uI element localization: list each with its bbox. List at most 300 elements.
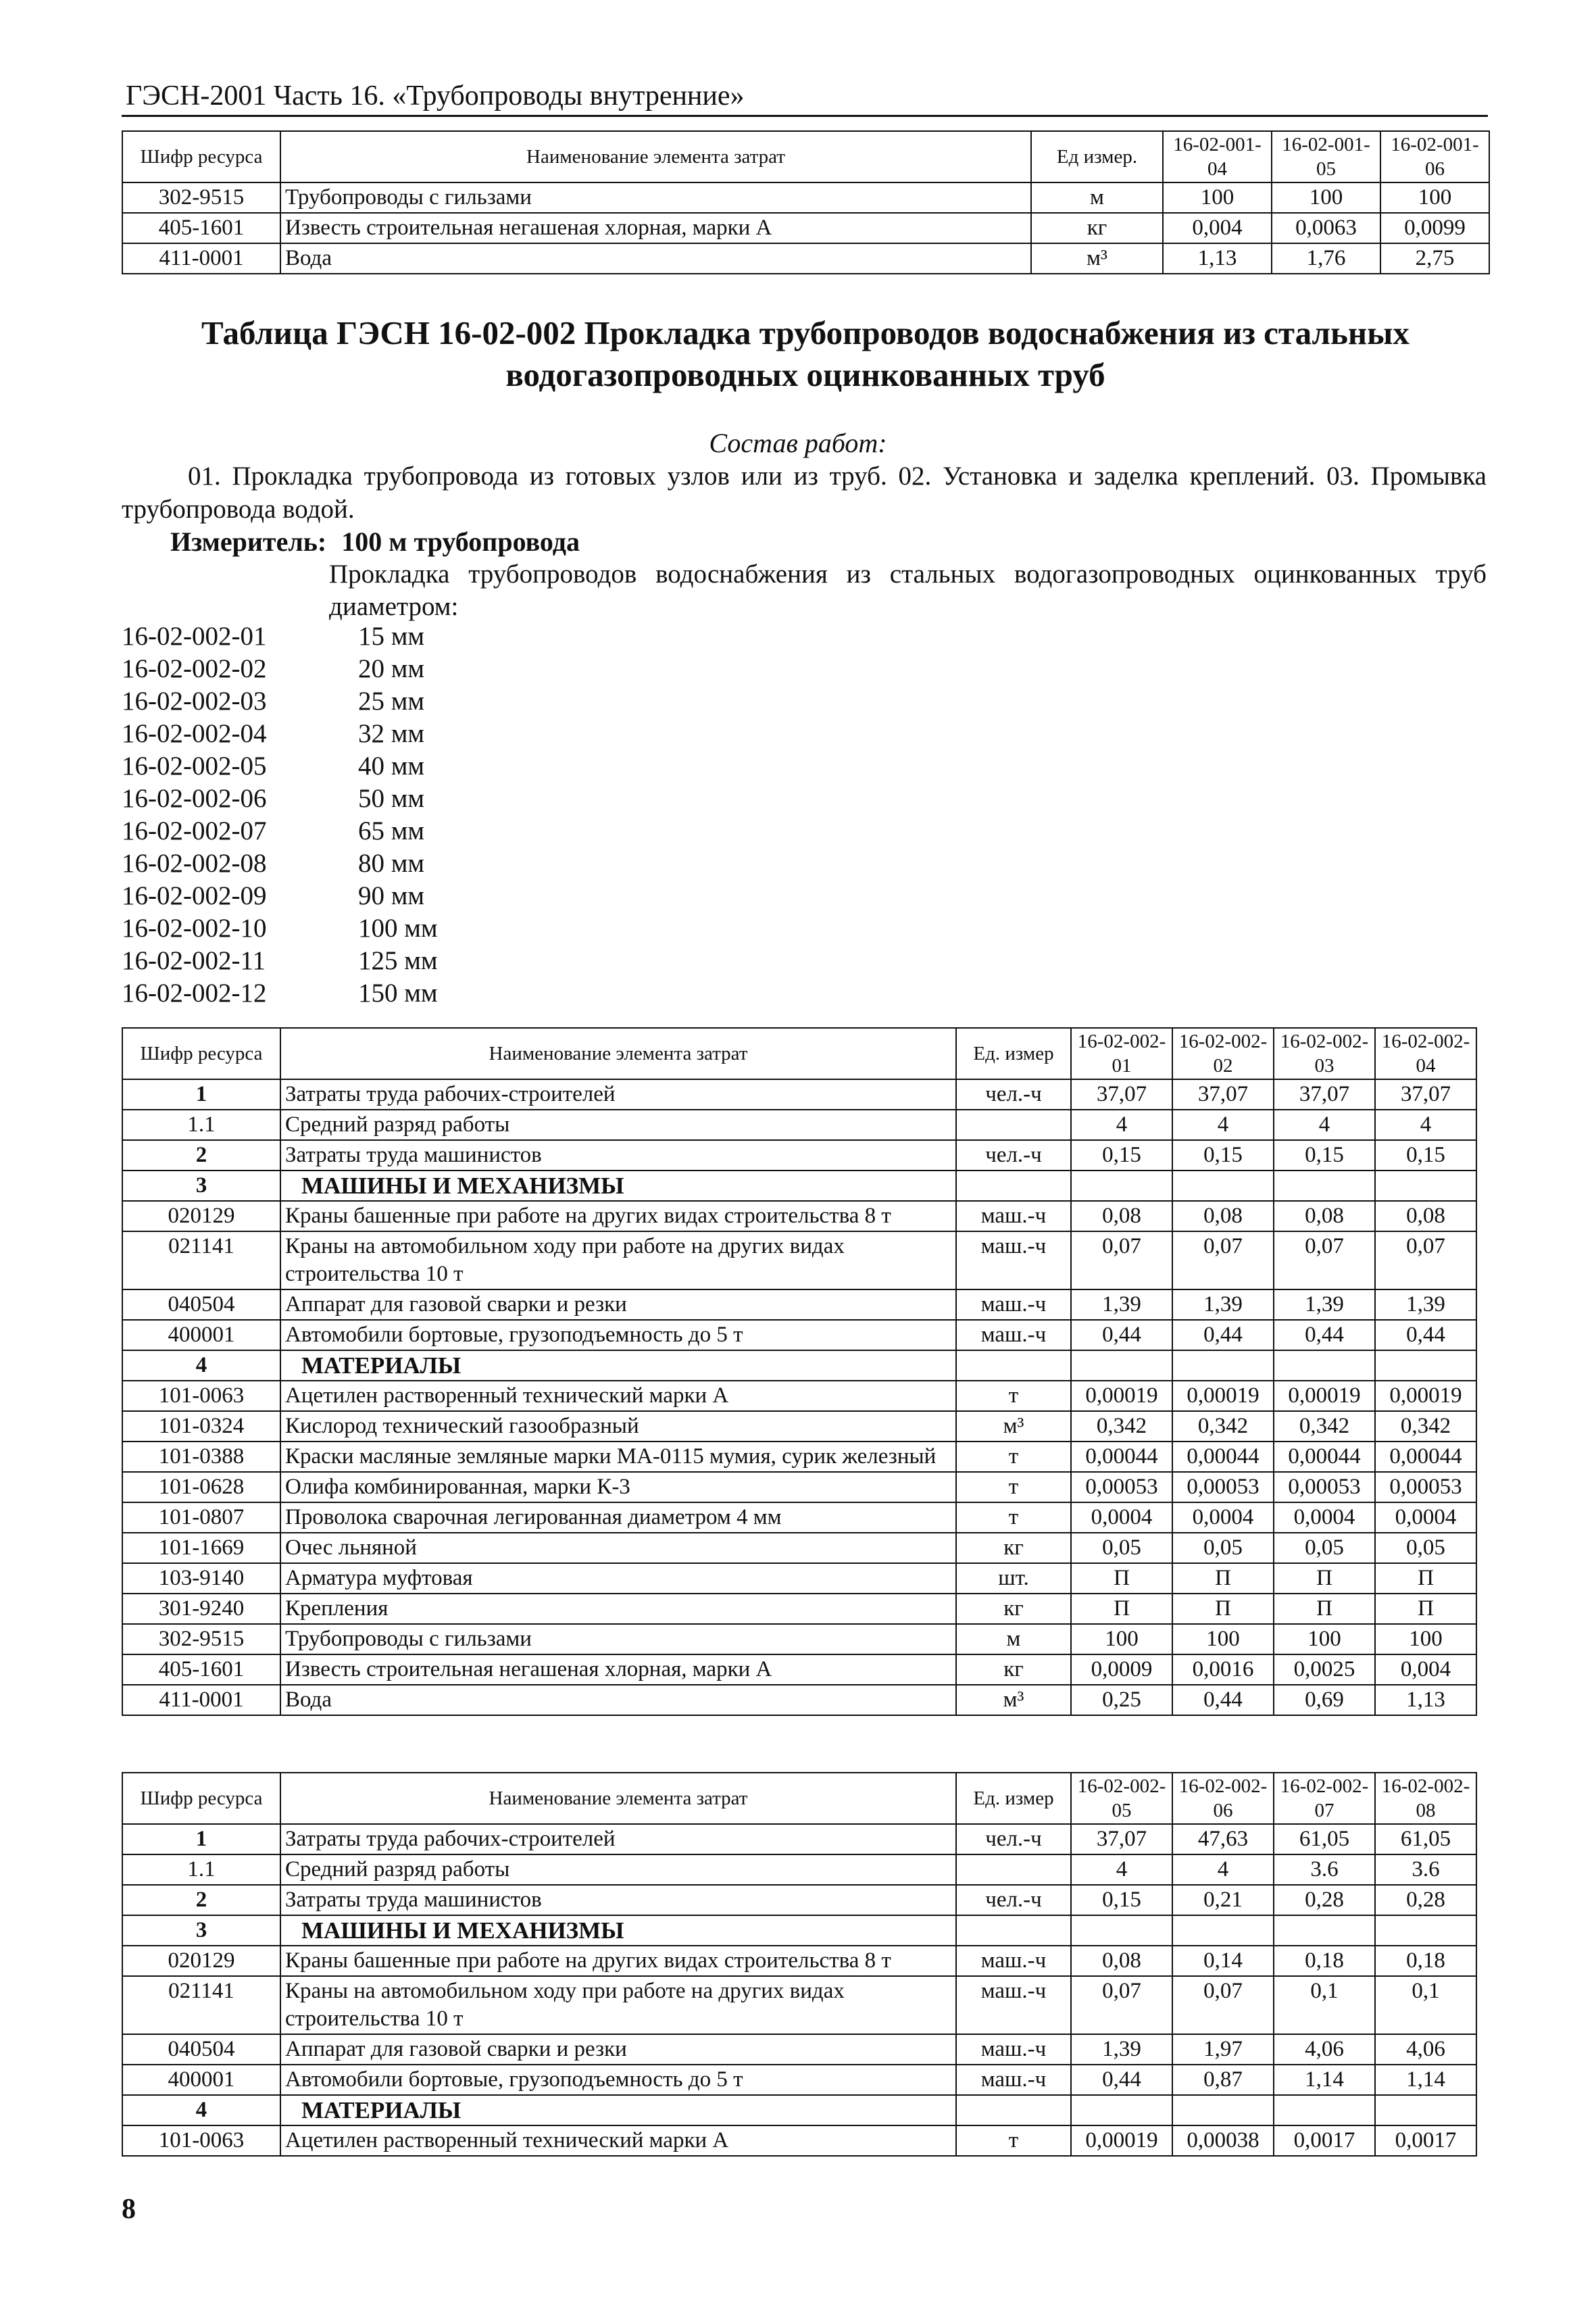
diameter-code: 16-02-002-09 xyxy=(122,881,267,910)
row-code: 101-0388 xyxy=(122,1442,280,1472)
row-unit: маш.-ч xyxy=(956,1320,1071,1350)
header-code: Шифр ресурса xyxy=(122,1773,280,1824)
diameter-row xyxy=(122,847,438,880)
row-unit: маш.-ч xyxy=(956,2065,1071,2095)
row-value: 37,07 xyxy=(1172,1079,1274,1110)
table-row xyxy=(122,1381,1476,1411)
empty-cell xyxy=(1172,2095,1274,2125)
row-value: 0,05 xyxy=(1071,1533,1172,1563)
row-value: 0,15 xyxy=(1071,1140,1172,1171)
row-value: 100 xyxy=(1274,1624,1375,1654)
row-unit: кг xyxy=(1031,213,1163,243)
row-value: 0,004 xyxy=(1163,213,1272,243)
diameter-size: 15 мм xyxy=(358,622,425,651)
row-value: 0,05 xyxy=(1274,1533,1375,1563)
page-number: 8 xyxy=(122,2194,136,2225)
header-norm-code: 16-02-002-02 xyxy=(1172,1028,1274,1079)
section-row xyxy=(122,1350,1476,1381)
row-name: Олифа комбинированная, марки К-3 xyxy=(280,1472,956,1502)
row-name: Вода xyxy=(280,243,1031,274)
empty-cell xyxy=(956,1350,1071,1381)
table-row xyxy=(122,1854,1476,1885)
row-unit: чел.-ч xyxy=(956,1079,1071,1110)
row-code: 302-9515 xyxy=(122,182,280,213)
resource-table-b xyxy=(122,1772,1477,2157)
row-value: 0,87 xyxy=(1172,2065,1274,2095)
diameter-size: 20 мм xyxy=(358,654,425,683)
row-code: 4 xyxy=(122,2095,280,2125)
table-row xyxy=(122,1442,1476,1472)
row-name: Арматура муфтовая xyxy=(280,1563,956,1594)
table-row xyxy=(122,1594,1476,1624)
row-unit: т xyxy=(956,1502,1071,1533)
row-value: 0,08 xyxy=(1071,1946,1172,1976)
diameter-code: 16-02-002-07 xyxy=(122,816,267,845)
diameter-code: 16-02-002-04 xyxy=(122,719,267,748)
table-row xyxy=(122,1685,1476,1715)
table-row xyxy=(122,213,1489,243)
empty-cell xyxy=(1071,1915,1172,1946)
row-value: 100 xyxy=(1375,1624,1476,1654)
composition-text: 01. Прокладка трубопровода из готовых узлов или из труб. 02. Установка и заделка креплений. 03. Промывка трубопровода водой. xyxy=(122,462,1487,524)
row-value: 0,15 xyxy=(1274,1140,1375,1171)
row-value: 37,07 xyxy=(1071,1079,1172,1110)
diameter-code: 16-02-002-02 xyxy=(122,654,267,683)
row-value: 0,14 xyxy=(1172,1946,1274,1976)
section-row xyxy=(122,1915,1476,1946)
row-value: 0,28 xyxy=(1274,1885,1375,1915)
row-unit: м³ xyxy=(1031,243,1163,274)
row-value: 1,97 xyxy=(1172,2034,1274,2065)
row-name: Краны башенные при работе на других видах строительства 8 т xyxy=(280,1201,956,1231)
row-value: 0,00053 xyxy=(1071,1472,1172,1502)
header-norm-code: 16-02-002-08 xyxy=(1375,1773,1476,1824)
row-name: Кислород технический газообразный xyxy=(280,1411,956,1442)
row-code: 4 xyxy=(122,1350,280,1381)
row-value: 0,342 xyxy=(1375,1411,1476,1442)
header-norm-code: 16-02-002-07 xyxy=(1274,1773,1375,1824)
row-name: Известь строительная негашеная хлорная, марки А xyxy=(280,213,1031,243)
row-unit: маш.-ч xyxy=(956,1289,1071,1320)
row-unit: маш.-ч xyxy=(956,1201,1071,1231)
row-unit: т xyxy=(956,2125,1071,2156)
row-code: 2 xyxy=(122,1140,280,1171)
row-value: 0,0016 xyxy=(1172,1654,1274,1685)
row-value: 4 xyxy=(1375,1110,1476,1140)
diameter-size: 65 мм xyxy=(358,816,425,845)
row-value: П xyxy=(1274,1594,1375,1624)
row-value: 0,44 xyxy=(1375,1320,1476,1350)
row-value: 0,00044 xyxy=(1071,1442,1172,1472)
row-value: 0,00044 xyxy=(1172,1442,1274,1472)
row-value: 0,07 xyxy=(1071,1976,1172,2034)
empty-cell xyxy=(1274,1171,1375,1201)
header-norm-code: 16-02-002-01 xyxy=(1071,1028,1172,1079)
row-code: 3 xyxy=(122,1915,280,1946)
table-row xyxy=(122,2065,1476,2095)
row-value: 3.6 xyxy=(1274,1854,1375,1885)
diameter-row xyxy=(122,912,438,945)
row-code: 040504 xyxy=(122,2034,280,2065)
row-unit xyxy=(956,1854,1071,1885)
row-value: П xyxy=(1071,1594,1172,1624)
table-row xyxy=(122,1079,1476,1110)
table-row xyxy=(122,182,1489,213)
header-code: Шифр ресурса xyxy=(122,1028,280,1079)
row-name: Крепления xyxy=(280,1594,956,1624)
row-value: 0,0004 xyxy=(1274,1502,1375,1533)
table-row xyxy=(122,1289,1476,1320)
row-value: 0,69 xyxy=(1274,1685,1375,1715)
row-value: 0,342 xyxy=(1172,1411,1274,1442)
row-value: 1,13 xyxy=(1375,1685,1476,1715)
diameter-code: 16-02-002-10 xyxy=(122,914,267,943)
row-value: 47,63 xyxy=(1172,1824,1274,1854)
table-row xyxy=(122,1885,1476,1915)
row-value: 0,00053 xyxy=(1172,1472,1274,1502)
row-name: Краны на автомобильном ходу при работе на других видах строительства 10 т xyxy=(280,1231,956,1289)
row-code: 1.1 xyxy=(122,1110,280,1140)
row-code: 020129 xyxy=(122,1946,280,1976)
row-unit: чел.-ч xyxy=(956,1885,1071,1915)
row-value: 0,00038 xyxy=(1172,2125,1274,2156)
row-value: 4,06 xyxy=(1375,2034,1476,2065)
row-code: 1.1 xyxy=(122,1854,280,1885)
row-name: Вода xyxy=(280,1685,956,1715)
row-name: Средний разряд работы xyxy=(280,1110,956,1140)
table-row xyxy=(122,2125,1476,2156)
row-value: 1,39 xyxy=(1172,1289,1274,1320)
row-value: 4 xyxy=(1274,1110,1375,1140)
row-value: 4 xyxy=(1172,1110,1274,1140)
row-value: 0,08 xyxy=(1274,1201,1375,1231)
header-norm-code: 16-02-002-04 xyxy=(1375,1028,1476,1079)
row-value: 0,15 xyxy=(1071,1885,1172,1915)
row-code: 302-9515 xyxy=(122,1624,280,1654)
diameter-row xyxy=(122,685,438,718)
row-value: 1,39 xyxy=(1071,1289,1172,1320)
section-title: МАТЕРИАЛЫ xyxy=(280,2095,956,2125)
row-value: 0,342 xyxy=(1274,1411,1375,1442)
row-code: 3 xyxy=(122,1171,280,1201)
row-code: 411-0001 xyxy=(122,1685,280,1715)
header-unit: Ед. измер xyxy=(956,1773,1071,1824)
row-code: 101-1669 xyxy=(122,1533,280,1563)
table-row xyxy=(122,1624,1476,1654)
header-norm-code: 16-02-002-06 xyxy=(1172,1773,1274,1824)
row-value: 0,44 xyxy=(1071,2065,1172,2095)
header-norm-code: 16-02-002-03 xyxy=(1274,1028,1375,1079)
row-unit: чел.-ч xyxy=(956,1824,1071,1854)
table-row xyxy=(122,243,1489,274)
header-name: Наименование элемента затрат xyxy=(280,131,1031,182)
row-value: 0,342 xyxy=(1071,1411,1172,1442)
empty-cell xyxy=(1274,1350,1375,1381)
row-code: 021141 xyxy=(122,1976,280,2034)
row-code: 101-0063 xyxy=(122,2125,280,2156)
row-value: П xyxy=(1172,1563,1274,1594)
header-rule xyxy=(122,115,1488,117)
row-name: Краны башенные при работе на других видах строительства 8 т xyxy=(280,1946,956,1976)
resource-table-a xyxy=(122,1027,1477,1716)
row-unit: м³ xyxy=(956,1411,1071,1442)
row-value: 0,08 xyxy=(1172,1201,1274,1231)
section-title: МАТЕРИАЛЫ xyxy=(280,1350,956,1381)
row-value: 0,00019 xyxy=(1375,1381,1476,1411)
table-row xyxy=(122,1472,1476,1502)
row-value: 0,004 xyxy=(1375,1654,1476,1685)
row-unit: маш.-ч xyxy=(956,1946,1071,1976)
row-code: 103-9140 xyxy=(122,1563,280,1594)
row-name: Средний разряд работы xyxy=(280,1854,956,1885)
row-value: 1,14 xyxy=(1375,2065,1476,2095)
row-unit: кг xyxy=(956,1654,1071,1685)
section-row xyxy=(122,1171,1476,1201)
empty-cell xyxy=(1375,1915,1476,1946)
row-name: Автомобили бортовые, грузоподъемность до 5 т xyxy=(280,2065,956,2095)
composition-heading: Состав работ: xyxy=(709,428,887,458)
row-value: П xyxy=(1375,1563,1476,1594)
row-unit: чел.-ч xyxy=(956,1140,1071,1171)
table-row xyxy=(122,1502,1476,1533)
row-code: 301-9240 xyxy=(122,1594,280,1624)
diameter-row xyxy=(122,620,438,653)
row-code: 2 xyxy=(122,1885,280,1915)
diameter-row xyxy=(122,718,438,750)
empty-cell xyxy=(1071,2095,1172,2125)
row-value: 0,00044 xyxy=(1375,1442,1476,1472)
row-value: 0,44 xyxy=(1172,1320,1274,1350)
row-code: 040504 xyxy=(122,1289,280,1320)
row-code: 400001 xyxy=(122,1320,280,1350)
row-unit: м xyxy=(956,1624,1071,1654)
header-norm-code: 16-02-001-05 xyxy=(1272,131,1380,182)
diameter-row xyxy=(122,653,438,685)
row-value: 4,06 xyxy=(1274,2034,1375,2065)
diameter-size: 25 мм xyxy=(358,687,425,716)
row-value: 0,07 xyxy=(1274,1231,1375,1289)
empty-cell xyxy=(1375,1350,1476,1381)
diameter-code: 16-02-002-08 xyxy=(122,849,267,878)
row-code: 101-0063 xyxy=(122,1381,280,1411)
row-name: Ацетилен растворенный технический марки А xyxy=(280,1381,956,1411)
row-value: 0,15 xyxy=(1172,1140,1274,1171)
empty-cell xyxy=(1274,2095,1375,2125)
row-value: 2,75 xyxy=(1380,243,1489,274)
row-value: 0,00053 xyxy=(1375,1472,1476,1502)
row-value: 0,0017 xyxy=(1375,2125,1476,2156)
table-row xyxy=(122,1533,1476,1563)
row-value: 37,07 xyxy=(1375,1079,1476,1110)
row-value: 100 xyxy=(1172,1624,1274,1654)
row-value: 3.6 xyxy=(1375,1854,1476,1885)
row-value: 4 xyxy=(1071,1110,1172,1140)
row-value: 37,07 xyxy=(1071,1824,1172,1854)
row-unit: шт. xyxy=(956,1563,1071,1594)
diameter-code: 16-02-002-01 xyxy=(122,622,267,651)
row-value: 0,07 xyxy=(1172,1231,1274,1289)
row-unit: т xyxy=(956,1472,1071,1502)
table-title: Таблица ГЭСН 16-02-002 Прокладка трубопроводов водоснабжения из стальных водогазопроводных оцинкованных труб xyxy=(201,314,1410,393)
table-row xyxy=(122,1201,1476,1231)
row-code: 1 xyxy=(122,1079,280,1110)
meter-label: Измеритель: xyxy=(170,526,327,557)
row-value: 1,39 xyxy=(1375,1289,1476,1320)
row-value: 0,00019 xyxy=(1274,1381,1375,1411)
meter-line xyxy=(170,526,580,558)
row-value: 0,1 xyxy=(1274,1976,1375,2034)
empty-cell xyxy=(956,1915,1071,1946)
row-value: 0,00044 xyxy=(1274,1442,1375,1472)
header-unit: Ед. измер xyxy=(956,1028,1071,1079)
row-value: 0,18 xyxy=(1274,1946,1375,1976)
row-value: 0,0004 xyxy=(1375,1502,1476,1533)
header-norm-code: 16-02-001-04 xyxy=(1163,131,1272,182)
header-norm-code: 16-02-001-06 xyxy=(1380,131,1489,182)
row-value: 0,0004 xyxy=(1172,1502,1274,1533)
row-unit: т xyxy=(956,1442,1071,1472)
diameter-row xyxy=(122,783,438,815)
row-value: 61,05 xyxy=(1375,1824,1476,1854)
meter-value: 100 м трубопровода xyxy=(341,526,580,557)
header-norm-code: 16-02-002-05 xyxy=(1071,1773,1172,1824)
row-name: Краны на автомобильном ходу при работе на других видах строительства 10 т xyxy=(280,1976,956,2034)
empty-cell xyxy=(956,1171,1071,1201)
diameter-size: 40 мм xyxy=(358,752,425,781)
row-value: 0,18 xyxy=(1375,1946,1476,1976)
table-row xyxy=(122,1563,1476,1594)
diameter-row xyxy=(122,750,438,783)
row-value: 0,0009 xyxy=(1071,1654,1172,1685)
header-name: Наименование элемента затрат xyxy=(280,1028,956,1079)
diameter-size: 125 мм xyxy=(358,946,438,975)
row-value: 0,0025 xyxy=(1274,1654,1375,1685)
diameter-size: 32 мм xyxy=(358,719,425,748)
diameter-size: 80 мм xyxy=(358,849,425,878)
empty-cell xyxy=(1172,1171,1274,1201)
empty-cell xyxy=(1071,1350,1172,1381)
empty-cell xyxy=(1375,2095,1476,2125)
running-head: ГЭСН-2001 Часть 16. «Трубопроводы внутренние» xyxy=(126,80,745,112)
row-name: Затраты труда машинистов xyxy=(280,1140,956,1171)
row-value: 0,00019 xyxy=(1172,1381,1274,1411)
row-name: Аппарат для газовой сварки и резки xyxy=(280,2034,956,2065)
row-value: 0,05 xyxy=(1172,1533,1274,1563)
header-row xyxy=(122,131,1489,182)
diameter-row xyxy=(122,880,438,912)
row-code: 020129 xyxy=(122,1201,280,1231)
row-unit: кг xyxy=(956,1533,1071,1563)
row-unit: т xyxy=(956,1381,1071,1411)
row-code: 411-0001 xyxy=(122,243,280,274)
row-value: 0,0063 xyxy=(1272,213,1380,243)
empty-cell xyxy=(1172,1915,1274,1946)
row-value: 0,00053 xyxy=(1274,1472,1375,1502)
row-value: 0,0004 xyxy=(1071,1502,1172,1533)
table-row xyxy=(122,1320,1476,1350)
row-code: 021141 xyxy=(122,1231,280,1289)
row-value: 0,08 xyxy=(1071,1201,1172,1231)
diameter-code: 16-02-002-11 xyxy=(122,946,266,975)
row-unit: м³ xyxy=(956,1685,1071,1715)
diameter-size: 100 мм xyxy=(358,914,438,943)
row-value: 0,00019 xyxy=(1071,1381,1172,1411)
empty-cell xyxy=(1172,1350,1274,1381)
row-code: 101-0628 xyxy=(122,1472,280,1502)
row-name: Затраты труда рабочих-строителей xyxy=(280,1079,956,1110)
table-row xyxy=(122,1110,1476,1140)
row-value: 1,39 xyxy=(1274,1289,1375,1320)
section-row xyxy=(122,2095,1476,2125)
row-value: 1,14 xyxy=(1274,2065,1375,2095)
row-value: 0,00019 xyxy=(1071,2125,1172,2156)
row-code: 405-1601 xyxy=(122,1654,280,1685)
empty-cell xyxy=(956,2095,1071,2125)
diameter-row xyxy=(122,945,438,977)
row-value: 100 xyxy=(1272,182,1380,213)
row-value: П xyxy=(1071,1563,1172,1594)
row-unit: маш.-ч xyxy=(956,1231,1071,1289)
row-value: 0,21 xyxy=(1172,1885,1274,1915)
table-row xyxy=(122,1824,1476,1854)
table-row xyxy=(122,1654,1476,1685)
row-value: 0,44 xyxy=(1274,1320,1375,1350)
row-value: 0,25 xyxy=(1071,1685,1172,1715)
diameter-list xyxy=(122,620,438,1010)
row-value: 0,0099 xyxy=(1380,213,1489,243)
table-row xyxy=(122,1411,1476,1442)
diameter-size: 150 мм xyxy=(358,979,438,1008)
row-value: 37,07 xyxy=(1274,1079,1375,1110)
row-value: 100 xyxy=(1380,182,1489,213)
row-value: 0,07 xyxy=(1071,1231,1172,1289)
table-row xyxy=(122,1140,1476,1171)
empty-cell xyxy=(1274,1915,1375,1946)
row-name: Трубопроводы с гильзами xyxy=(280,182,1031,213)
row-code: 400001 xyxy=(122,2065,280,2095)
row-name: Трубопроводы с гильзами xyxy=(280,1624,956,1654)
row-code: 405-1601 xyxy=(122,213,280,243)
header-row xyxy=(122,1028,1476,1079)
table-row xyxy=(122,1231,1476,1289)
row-value: 0,15 xyxy=(1375,1140,1476,1171)
table-row xyxy=(122,1946,1476,1976)
row-name: Аппарат для газовой сварки и резки xyxy=(280,1289,956,1320)
row-value: 0,07 xyxy=(1375,1231,1476,1289)
table-row xyxy=(122,2034,1476,2065)
row-value: 0,1 xyxy=(1375,1976,1476,2034)
row-name: Очес льняной xyxy=(280,1533,956,1563)
row-value: 1,76 xyxy=(1272,243,1380,274)
row-value: 100 xyxy=(1163,182,1272,213)
table-row xyxy=(122,1976,1476,2034)
diameter-size: 50 мм xyxy=(358,784,425,813)
row-value: 0,28 xyxy=(1375,1885,1476,1915)
diameter-size: 90 мм xyxy=(358,881,425,910)
header-unit: Ед измер. xyxy=(1031,131,1163,182)
row-value: 0,44 xyxy=(1071,1320,1172,1350)
header-row xyxy=(122,1773,1476,1824)
row-name: Краски масляные земляные марки МА-0115 мумия, сурик железный xyxy=(280,1442,956,1472)
row-unit: маш.-ч xyxy=(956,1976,1071,2034)
row-name: Затраты труда рабочих-строителей xyxy=(280,1824,956,1854)
row-unit: маш.-ч xyxy=(956,2034,1071,2065)
row-unit: м xyxy=(1031,182,1163,213)
section-title: МАШИНЫ И МЕХАНИЗМЫ xyxy=(280,1915,956,1946)
section-title: МАШИНЫ И МЕХАНИЗМЫ xyxy=(280,1171,956,1201)
empty-cell xyxy=(1375,1171,1476,1201)
diameter-code: 16-02-002-06 xyxy=(122,784,267,813)
